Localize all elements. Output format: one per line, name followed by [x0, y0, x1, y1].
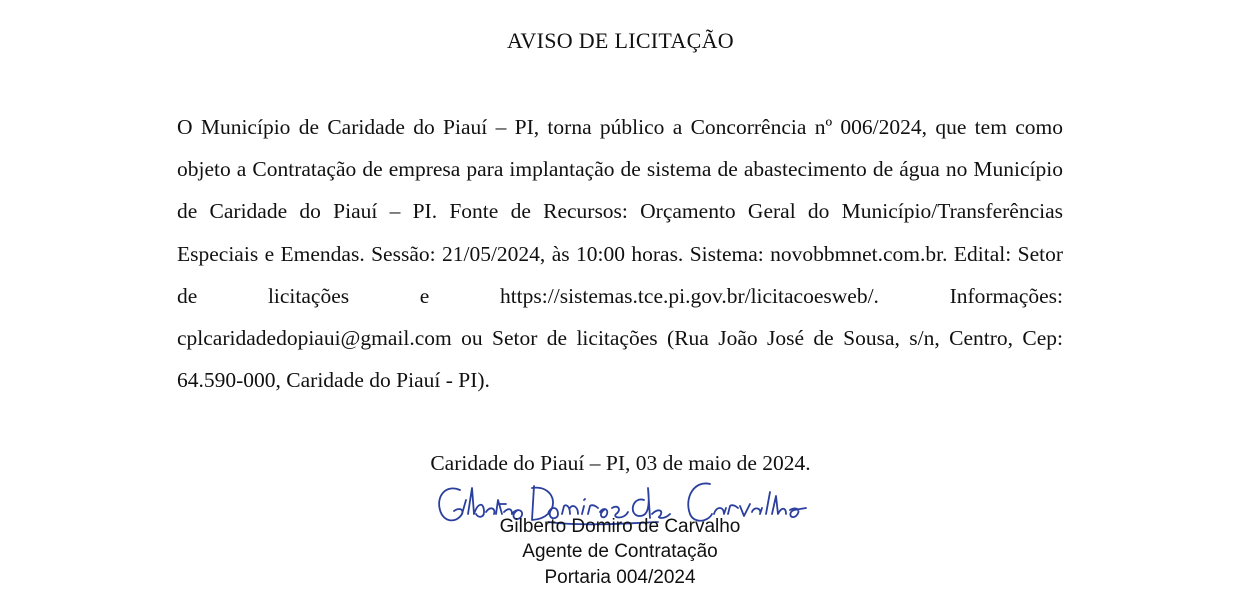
signatory-role: Agente de Contratação	[522, 541, 718, 562]
notice-body: O Município de Caridade do Piauí – PI, torna público a Concorrência nº 006/2024, que tem como objeto a Contratação de empresa para implantação de sistema de abastecimento de água no Município de Caridade do Piauí – PI. Fonte de Recursos: Orçamento Geral do Município/Transferências Especiais e Emendas. Sessão: 21/05/2024, às 10:00 horas. Sistema: novobbmnet.com.br. Edital: Setor de licitações e https://sistemas.tce.pi.gov.br/licitacoesweb/. Informações: cplcaridadedopiaui@gmail.com ou Setor de licitações (Rua João José de Sousa, s/n, Centro, Cep: 64.590-000, Caridade do Piauí - PI).	[177, 115, 1063, 393]
signature-block	[420, 478, 820, 609]
signatory-portaria: Portaria 004/2024	[544, 567, 696, 588]
document-title: AVISO DE LICITAÇÃO	[507, 28, 734, 53]
dateline: Caridade do Piauí – PI, 03 de maio de 2024.	[430, 451, 811, 475]
signatory-name: Gilberto Domiro de Carvalho	[499, 516, 741, 537]
